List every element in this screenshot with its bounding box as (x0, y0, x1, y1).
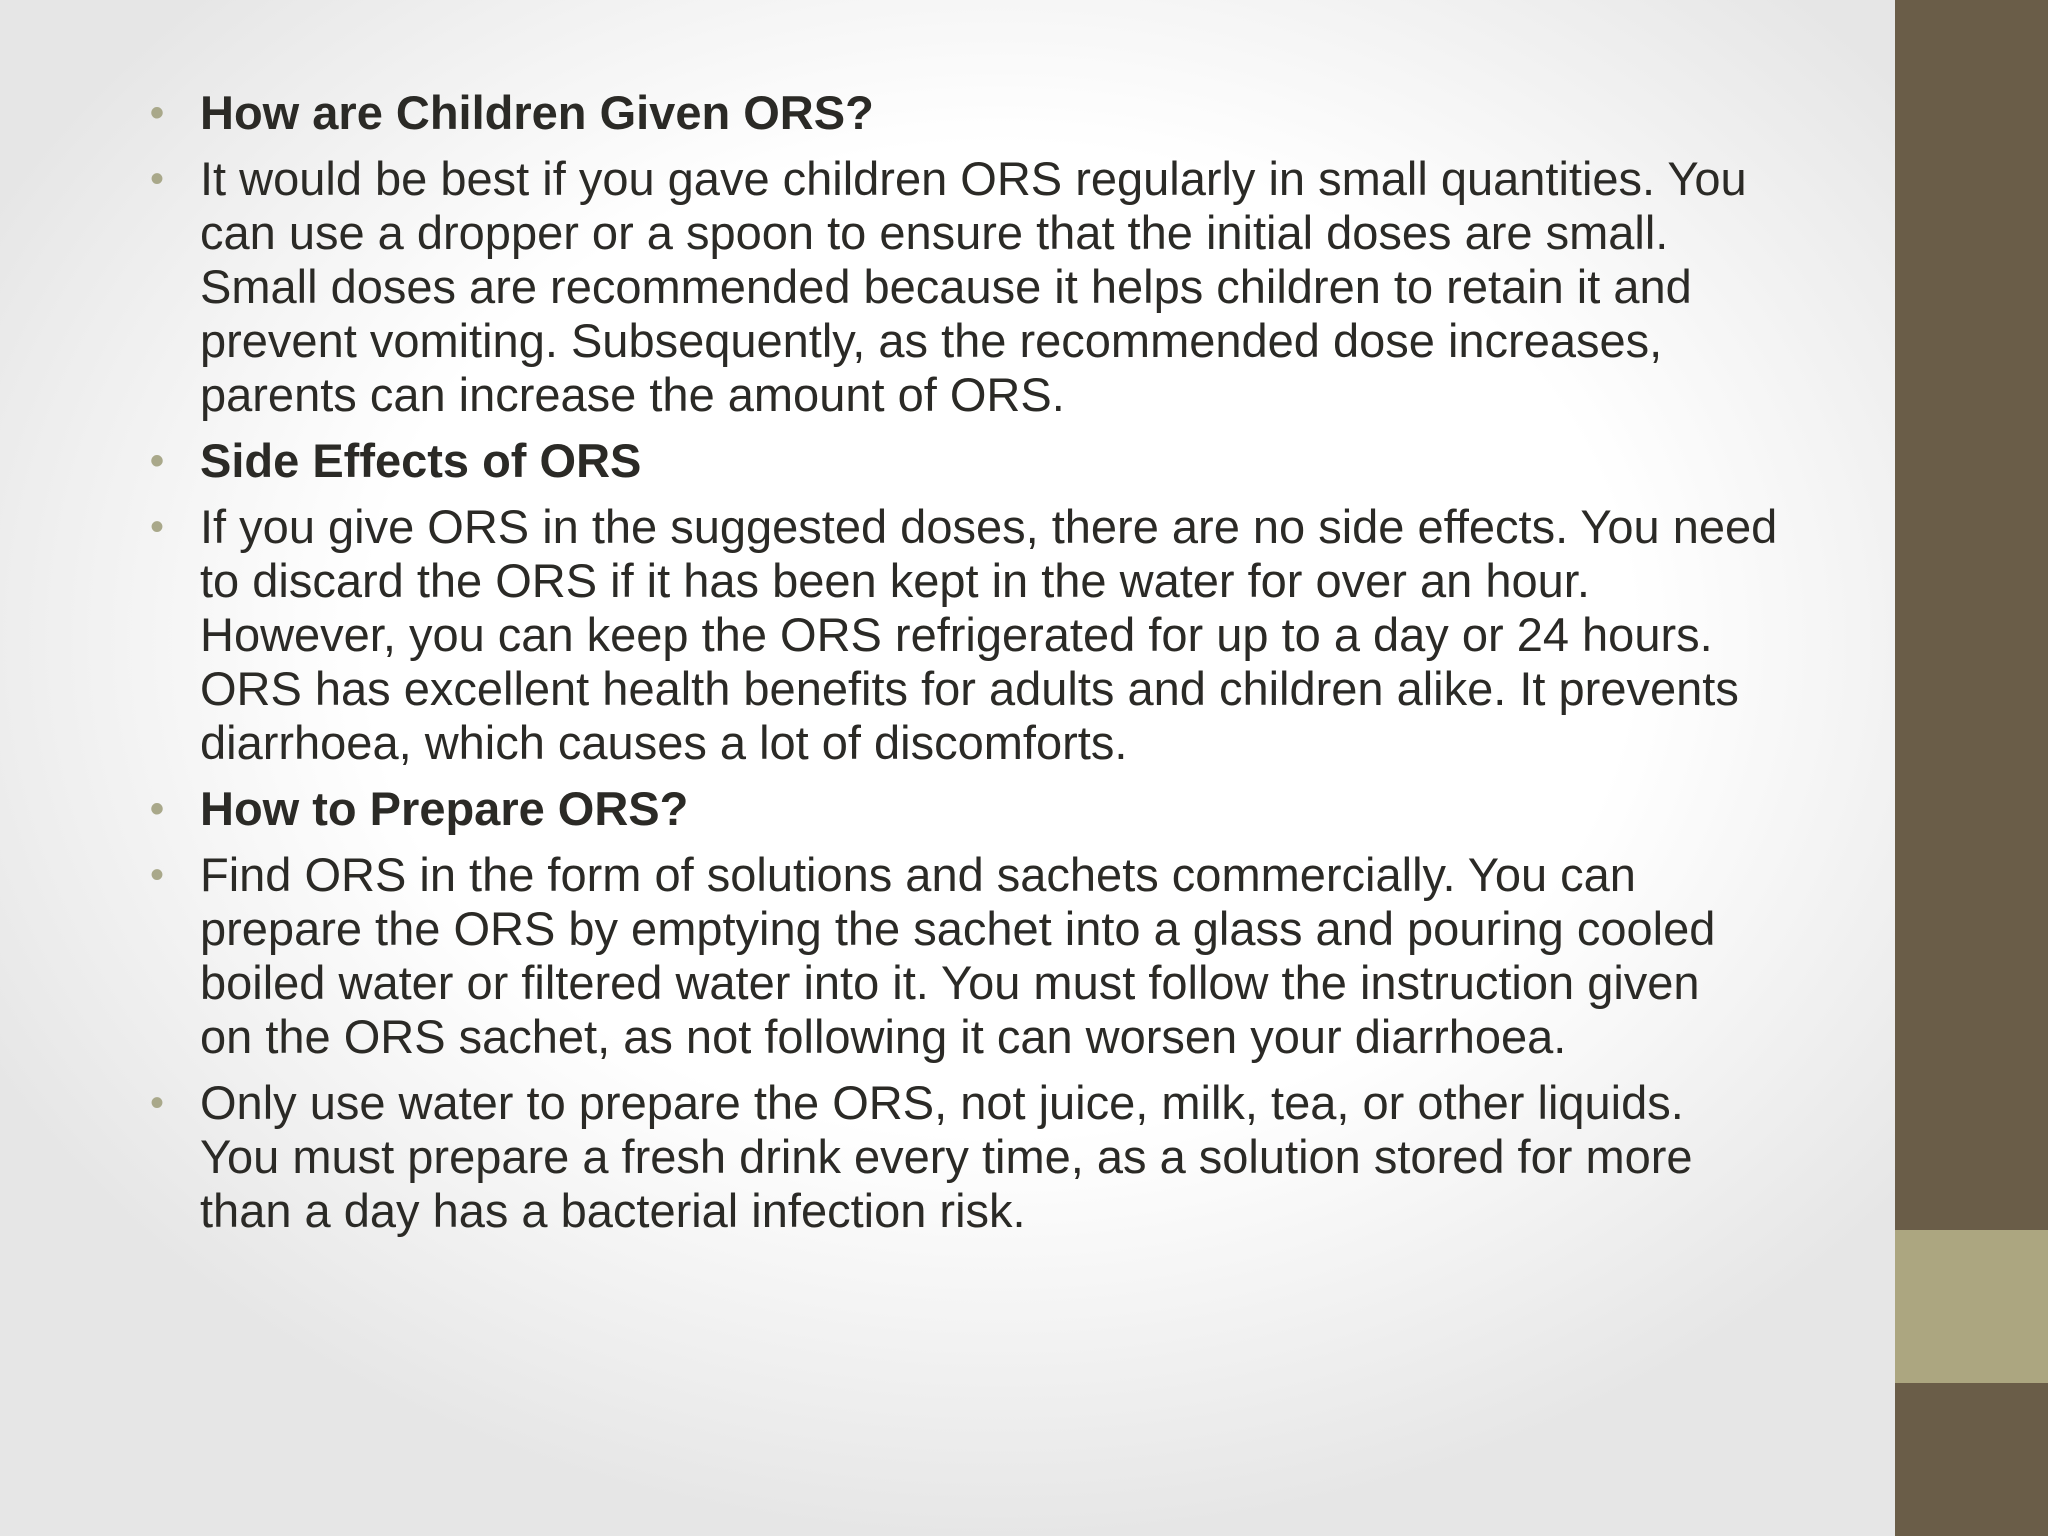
bullet-dot-icon: • (150, 853, 165, 897)
bullet-text: If you give ORS in the suggested doses, there are no side effects. You need to discard the ORS if it has been kept in the water for over an hour. However, you can keep the ORS refrigerated for up to a day or 24 hours. ORS has excellent health benefits for adults and children alike. It prevents diarrhoea, which causes a lot of discomforts. (200, 500, 1778, 769)
bullet-dot-icon: • (150, 157, 165, 201)
bullet-text: Find ORS in the form of solutions and sachets commercially. You can prepare the ORS by emptying the sachet into a glass and pouring cooled boiled water or filtered water into it. You must follow the instruction given on the ORS sachet, as not following it can worsen your diarrhoea. (200, 848, 1716, 1063)
bullet-heading (140, 434, 1910, 488)
sidebar-accent-band (1895, 1230, 2048, 1383)
slide-content (140, 86, 1910, 1250)
bullet-text: How are Children Given ORS? (200, 86, 874, 139)
bullet-heading (140, 782, 1910, 836)
bullet-text: It would be best if you gave children ORS regularly in small quantities. You can use a dropper or a spoon to ensure that the initial doses are small. Small doses are recommended because it helps children to retain it and prevent vomiting. Subsequently, as the recommended dose increases, parents can increase the amount of ORS. (200, 152, 1747, 421)
bullet-text: How to Prepare ORS? (200, 782, 689, 835)
bullet-text: Side Effects of ORS (200, 434, 642, 487)
bullet-dot-icon: • (150, 505, 165, 549)
bullet-dot-icon: • (150, 1081, 165, 1125)
bullet-list (140, 86, 1910, 1238)
bullet-heading (140, 86, 1910, 140)
bullet-paragraph (140, 152, 1910, 422)
bullet-paragraph (140, 848, 1910, 1064)
bullet-dot-icon: • (150, 439, 165, 483)
bullet-paragraph (140, 1076, 1910, 1238)
bullet-dot-icon: • (150, 787, 165, 831)
bullet-paragraph (140, 500, 1910, 770)
bullet-text: Only use water to prepare the ORS, not juice, milk, tea, or other liquids. You must prepare a fresh drink every time, as a solution stored for more than a day has a bacterial infection risk. (200, 1076, 1693, 1237)
bullet-dot-icon: • (150, 91, 165, 135)
